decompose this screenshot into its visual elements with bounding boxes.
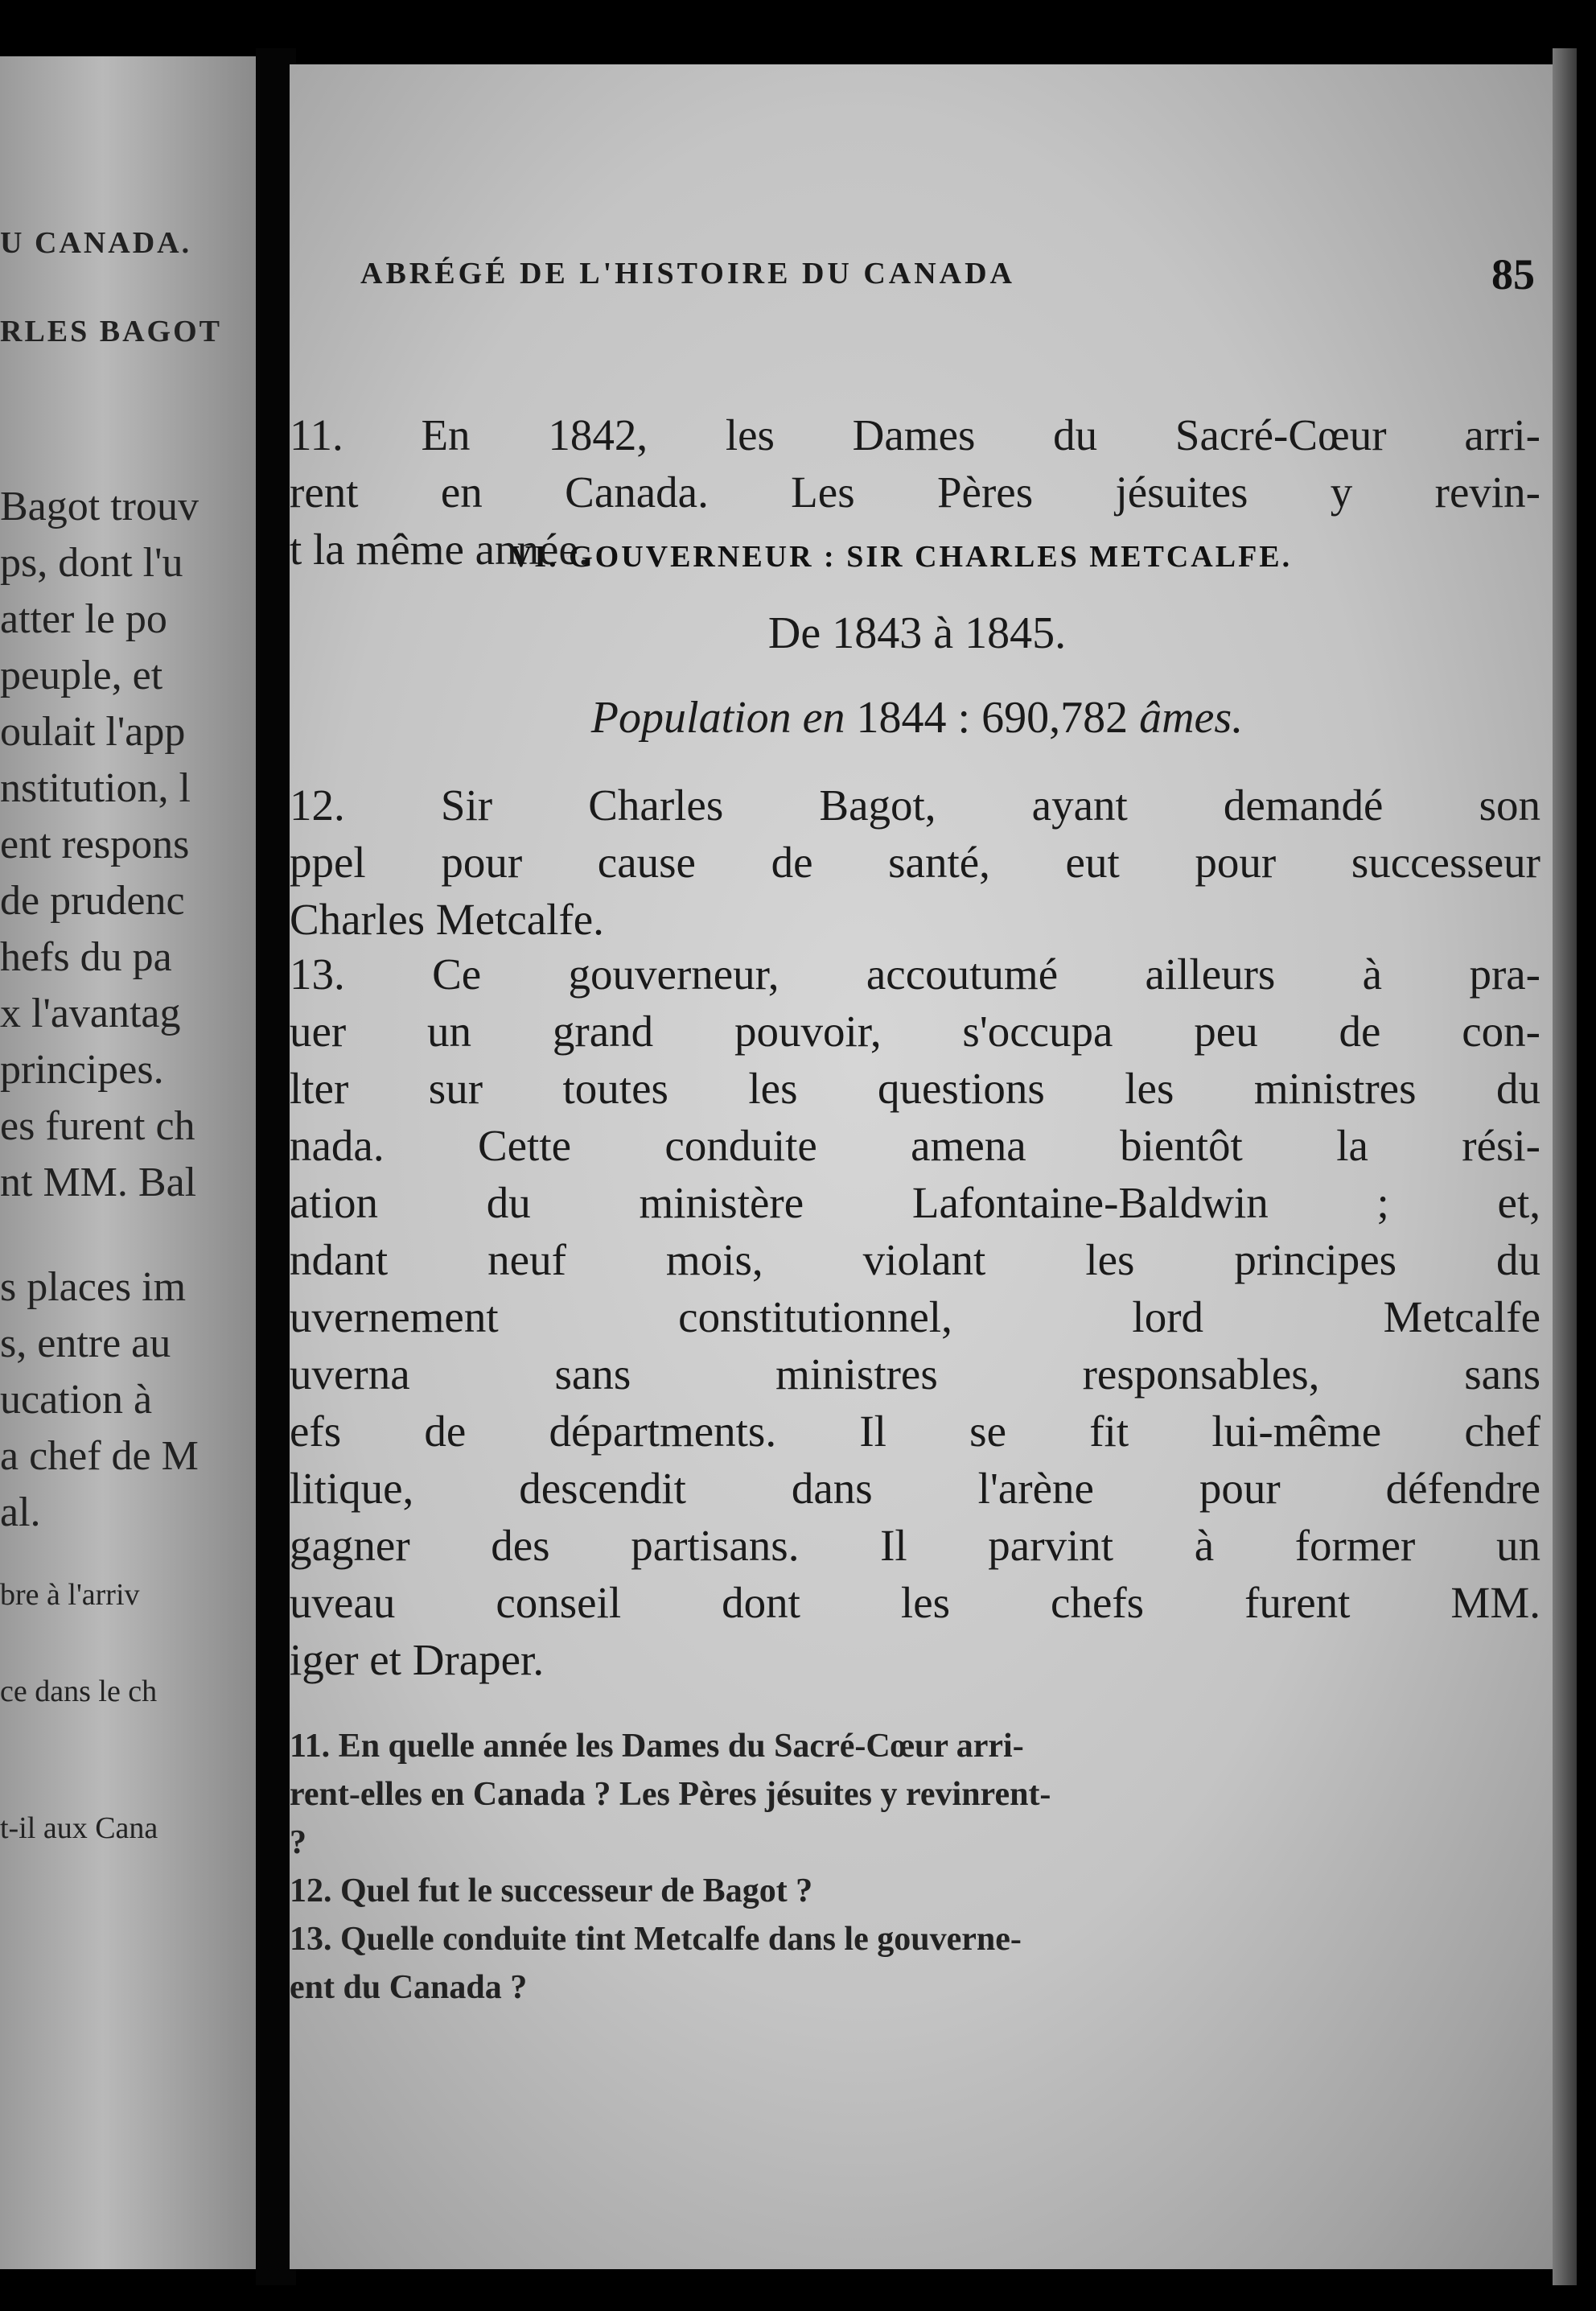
left-page-line: nt MM. Bal (0, 1160, 197, 1205)
page-edge (1553, 48, 1577, 2285)
question-line: 12. Quel fut le successeur de Bagot ? (290, 1872, 813, 1909)
left-page-line: t-il aux Cana (0, 1811, 158, 1845)
paragraph-13 (290, 945, 1540, 1688)
page-header (360, 249, 1535, 298)
paragraph-line: 12. Sir Charles Bagot, ayant demandé son (290, 781, 1540, 830)
left-page-line: peuple, et (0, 653, 163, 698)
paragraph-line: rent en Canada. Les Pères jésuites y revin- (290, 468, 1540, 517)
paragraph-line: efs de départments. Il se fit lui-même chef (290, 1407, 1540, 1456)
section-heading: VI. GOUVERNEUR : SIR CHARLES METCALFE. (509, 540, 1293, 574)
left-page-line: RLES BAGOT (0, 315, 223, 348)
population-label: Population en (590, 693, 845, 743)
population-value: 1844 : 690,782 (856, 693, 1129, 743)
left-page-line: U CANADA. (0, 226, 192, 260)
left-page-line: bre à l'arriv (0, 1578, 140, 1612)
section-dates: De 1843 à 1845. (767, 608, 1067, 658)
paragraph-line: ppel pour cause de santé, eut pour successeur (290, 838, 1540, 887)
left-page-line: atter le po (0, 596, 167, 642)
left-page-line: nstitution, l (0, 765, 191, 811)
left-page-line: hefs du pa (0, 934, 172, 980)
population-line (290, 692, 1545, 744)
paragraph-line: ation du ministère Lafontaine-Baldwin ; et, (290, 1178, 1540, 1227)
left-page-line: Bagot trouv (0, 484, 199, 529)
left-page-line: s, entre au (0, 1320, 171, 1366)
left-page-line: de prudenc (0, 878, 185, 924)
left-page-line: x l'avantag (0, 991, 181, 1036)
paragraph-line: iger et Draper. (290, 1635, 545, 1684)
paragraph-line: uveau conseil dont les chefs furent MM. (290, 1578, 1540, 1627)
paragraph-line: ndant neuf mois, violant les principes du (290, 1235, 1540, 1284)
paragraph-line: t la même année. (290, 525, 590, 574)
left-page-line: ucation à (0, 1377, 153, 1423)
left-page-line: ce dans le ch (0, 1675, 158, 1708)
left-facing-page (0, 56, 257, 2269)
paragraph-line: Charles Metcalfe. (290, 895, 604, 944)
paragraph-line: uverna sans ministres responsables, sans (290, 1349, 1540, 1399)
left-page-line: ent respons (0, 822, 190, 867)
paragraph-line: gagner des partisans. Il parvint à former un (290, 1521, 1540, 1570)
left-page-line: oulait l'app (0, 709, 186, 755)
left-page-line: a chef de M (0, 1433, 199, 1479)
paragraph-line: 11. En 1842, les Dames du Sacré-Cœur arri- (290, 410, 1540, 459)
left-page-line: ps, dont l'u (0, 540, 183, 586)
paragraph-line: uvernement constitutionnel, lord Metcalfe (290, 1292, 1540, 1341)
paragraph-line: 13. Ce gouverneur, accoutumé ailleurs à pra- (290, 950, 1540, 999)
paragraph-line: nada. Cette conduite amena bientôt la rési- (290, 1121, 1540, 1170)
question-line: ent du Canada ? (290, 1969, 528, 2006)
paragraph-12 (290, 777, 1540, 948)
left-page-line: es furent ch (0, 1103, 195, 1149)
paragraph-line: litique, descendit dans l'arène pour défendre (290, 1464, 1540, 1513)
question-line: 13. Quelle conduite tint Metcalfe dans le gouverne- (290, 1921, 1022, 1958)
population-unit: âmes. (1139, 693, 1244, 743)
page-number: 85 (1491, 250, 1535, 299)
left-page-line: al. (0, 1489, 41, 1535)
question-line: 11. En quelle année les Dames du Sacré-Cœur arri- (290, 1728, 1024, 1765)
right-page (290, 64, 1557, 2269)
question-line: ? (290, 1824, 306, 1861)
paragraph-line: uer un grand pouvoir, s'occupa peu de con- (290, 1007, 1540, 1056)
running-head: ABRÉGÉ DE L'HISTOIRE DU CANADA (360, 257, 1015, 290)
paragraph-line: lter sur toutes les questions les ministres du (290, 1064, 1540, 1113)
question-line: rent-elles en Canada ? Les Pères jésuites y revinrent- (290, 1776, 1051, 1813)
left-page-line: principes. (0, 1047, 164, 1093)
review-questions (290, 1722, 1540, 2012)
left-page-line: s places im (0, 1264, 187, 1310)
